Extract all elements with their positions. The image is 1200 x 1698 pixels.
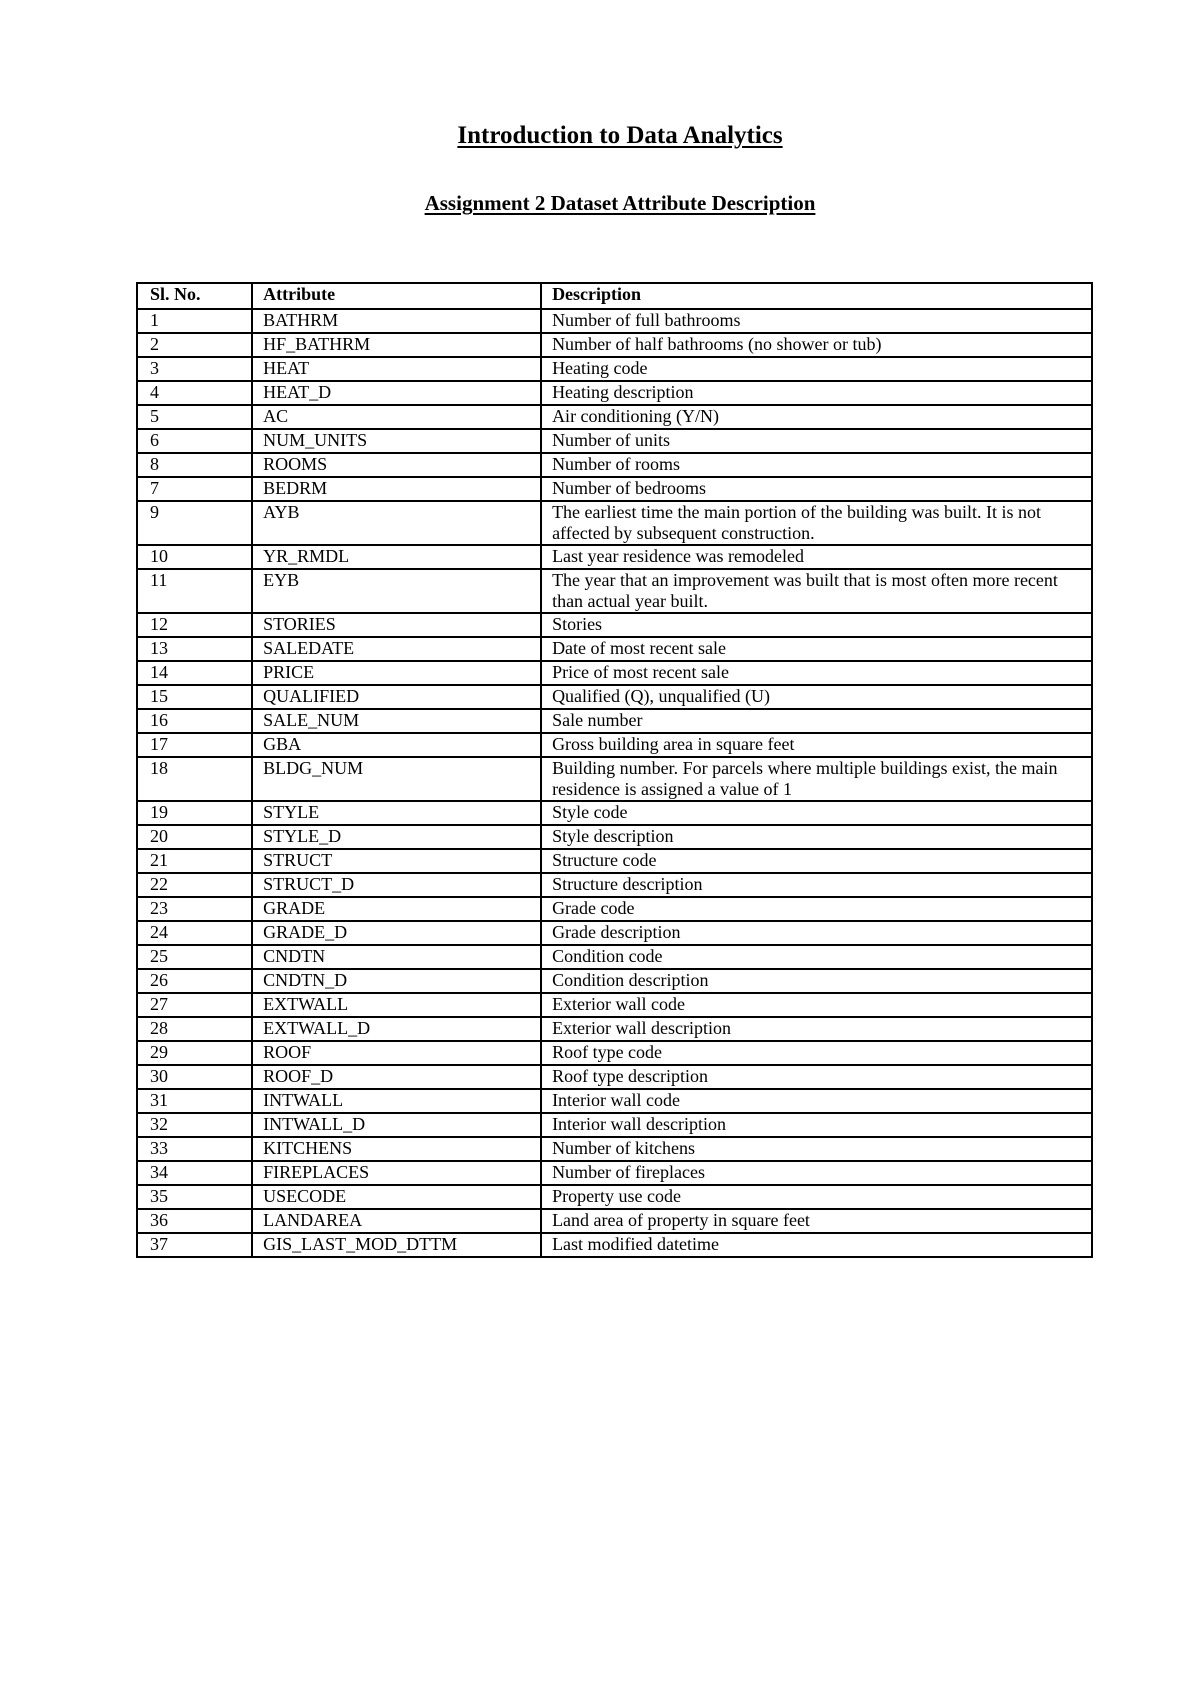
row-description: Last modified datetime (541, 1233, 1092, 1257)
row-attribute: CNDTN_D (252, 969, 541, 993)
row-sl-no: 30 (137, 1065, 252, 1089)
row-sl-no: 13 (137, 637, 252, 661)
row-description: The year that an improvement was built that is most often more recent than actual year built. (541, 569, 1092, 613)
row-description: Exterior wall description (541, 1017, 1092, 1041)
row-attribute: HF_BATHRM (252, 333, 541, 357)
row-sl-no: 35 (137, 1185, 252, 1209)
row-description: Heating description (541, 381, 1092, 405)
row-attribute: BEDRM (252, 477, 541, 501)
table-row (137, 825, 1092, 849)
row-sl-no: 33 (137, 1137, 252, 1161)
table-row (137, 501, 1092, 545)
table-row (137, 801, 1092, 825)
row-sl-no: 21 (137, 849, 252, 873)
row-description: Property use code (541, 1185, 1092, 1209)
row-description: Grade description (541, 921, 1092, 945)
row-sl-no: 11 (137, 569, 252, 613)
row-sl-no: 31 (137, 1089, 252, 1113)
row-attribute: AYB (252, 501, 541, 545)
table-row (137, 685, 1092, 709)
row-sl-no: 32 (137, 1113, 252, 1137)
table-row (137, 453, 1092, 477)
row-attribute: ROOF_D (252, 1065, 541, 1089)
table-row (137, 1113, 1092, 1137)
table-header-row (137, 283, 1092, 309)
row-sl-no: 17 (137, 733, 252, 757)
row-attribute: GBA (252, 733, 541, 757)
row-attribute: GIS_LAST_MOD_DTTM (252, 1233, 541, 1257)
row-sl-no: 1 (137, 309, 252, 333)
row-description: Exterior wall code (541, 993, 1092, 1017)
table-row (137, 477, 1092, 501)
row-description: The earliest time the main portion of the building was built. It is not affected by subsequent construction. (541, 501, 1092, 545)
table-row (137, 1161, 1092, 1185)
table-row (137, 613, 1092, 637)
table-row (137, 993, 1092, 1017)
row-sl-no: 6 (137, 429, 252, 453)
row-attribute: FIREPLACES (252, 1161, 541, 1185)
row-attribute: BATHRM (252, 309, 541, 333)
document-title: Introduction to Data Analytics (457, 122, 783, 149)
row-description: Interior wall code (541, 1089, 1092, 1113)
table-row (137, 1017, 1092, 1041)
row-sl-no: 4 (137, 381, 252, 405)
table-row (137, 569, 1092, 613)
row-attribute: EXTWALL_D (252, 1017, 541, 1041)
row-attribute: STRUCT (252, 849, 541, 873)
row-sl-no: 3 (137, 357, 252, 381)
row-attribute: STYLE (252, 801, 541, 825)
table-row (137, 429, 1092, 453)
row-description: Number of bedrooms (541, 477, 1092, 501)
row-sl-no: 34 (137, 1161, 252, 1185)
row-description: Number of kitchens (541, 1137, 1092, 1161)
row-description: Number of half bathrooms (no shower or tub) (541, 333, 1092, 357)
row-attribute: INTWALL_D (252, 1113, 541, 1137)
row-description: Stories (541, 613, 1092, 637)
row-description: Last year residence was remodeled (541, 545, 1092, 569)
row-sl-no: 7 (137, 477, 252, 501)
table-body (137, 309, 1092, 1257)
table-row (137, 897, 1092, 921)
row-description: Style code (541, 801, 1092, 825)
table-row (137, 545, 1092, 569)
row-description: Heating code (541, 357, 1092, 381)
row-sl-no: 24 (137, 921, 252, 945)
row-attribute: SALEDATE (252, 637, 541, 661)
row-description: Grade code (541, 897, 1092, 921)
row-sl-no: 15 (137, 685, 252, 709)
row-attribute: AC (252, 405, 541, 429)
table-row (137, 381, 1092, 405)
row-sl-no: 12 (137, 613, 252, 637)
row-attribute: ROOF (252, 1041, 541, 1065)
row-sl-no: 36 (137, 1209, 252, 1233)
table-row (137, 333, 1092, 357)
row-sl-no: 26 (137, 969, 252, 993)
row-description: Air conditioning (Y/N) (541, 405, 1092, 429)
row-attribute: GRADE (252, 897, 541, 921)
header-description: Description (541, 283, 1092, 309)
row-sl-no: 25 (137, 945, 252, 969)
row-sl-no: 23 (137, 897, 252, 921)
row-attribute: EYB (252, 569, 541, 613)
row-description: Date of most recent sale (541, 637, 1092, 661)
row-sl-no: 27 (137, 993, 252, 1017)
row-attribute: GRADE_D (252, 921, 541, 945)
row-description: Land area of property in square feet (541, 1209, 1092, 1233)
row-attribute: NUM_UNITS (252, 429, 541, 453)
row-sl-no: 37 (137, 1233, 252, 1257)
row-description: Qualified (Q), unqualified (U) (541, 685, 1092, 709)
table-row (137, 309, 1092, 333)
row-description: Condition code (541, 945, 1092, 969)
table-row (137, 921, 1092, 945)
table-row (137, 873, 1092, 897)
table-row (137, 661, 1092, 685)
row-attribute: ROOMS (252, 453, 541, 477)
row-attribute: QUALIFIED (252, 685, 541, 709)
table-row (137, 849, 1092, 873)
row-attribute: CNDTN (252, 945, 541, 969)
table-row (137, 637, 1092, 661)
row-description: Condition description (541, 969, 1092, 993)
row-sl-no: 2 (137, 333, 252, 357)
row-description: Structure code (541, 849, 1092, 873)
row-sl-no: 28 (137, 1017, 252, 1041)
row-attribute: HEAT_D (252, 381, 541, 405)
row-attribute: EXTWALL (252, 993, 541, 1017)
row-sl-no: 20 (137, 825, 252, 849)
row-sl-no: 29 (137, 1041, 252, 1065)
document-subtitle: Assignment 2 Dataset Attribute Description (424, 191, 816, 215)
row-description: Style description (541, 825, 1092, 849)
row-sl-no: 9 (137, 501, 252, 545)
header-attribute: Attribute (252, 283, 541, 309)
row-attribute: INTWALL (252, 1089, 541, 1113)
row-description: Sale number (541, 709, 1092, 733)
table-row (137, 1185, 1092, 1209)
row-attribute: PRICE (252, 661, 541, 685)
row-sl-no: 18 (137, 757, 252, 801)
row-sl-no: 19 (137, 801, 252, 825)
row-sl-no: 5 (137, 405, 252, 429)
row-description: Gross building area in square feet (541, 733, 1092, 757)
row-description: Number of units (541, 429, 1092, 453)
row-attribute: STYLE_D (252, 825, 541, 849)
row-description: Interior wall description (541, 1113, 1092, 1137)
header-sl-no: Sl. No. (137, 283, 252, 309)
row-attribute: STRUCT_D (252, 873, 541, 897)
row-sl-no: 10 (137, 545, 252, 569)
row-attribute: KITCHENS (252, 1137, 541, 1161)
row-attribute: YR_RMDL (252, 545, 541, 569)
row-sl-no: 22 (137, 873, 252, 897)
table-row (137, 405, 1092, 429)
table-row (137, 733, 1092, 757)
row-attribute: SALE_NUM (252, 709, 541, 733)
row-attribute: BLDG_NUM (252, 757, 541, 801)
table-row (137, 1233, 1092, 1257)
row-attribute: LANDAREA (252, 1209, 541, 1233)
table-row (137, 1041, 1092, 1065)
row-description: Price of most recent sale (541, 661, 1092, 685)
row-description: Roof type description (541, 1065, 1092, 1089)
row-description: Building number. For parcels where multiple buildings exist, the main residence is assigned a value of 1 (541, 757, 1092, 801)
attribute-table (136, 282, 1093, 1258)
table-row (137, 757, 1092, 801)
row-sl-no: 8 (137, 453, 252, 477)
table-row (137, 1065, 1092, 1089)
table-row (137, 1089, 1092, 1113)
row-attribute: USECODE (252, 1185, 541, 1209)
row-description: Structure description (541, 873, 1092, 897)
table-row (137, 357, 1092, 381)
row-description: Number of fireplaces (541, 1161, 1092, 1185)
row-sl-no: 14 (137, 661, 252, 685)
row-attribute: STORIES (252, 613, 541, 637)
row-sl-no: 16 (137, 709, 252, 733)
row-description: Number of full bathrooms (541, 309, 1092, 333)
row-attribute: HEAT (252, 357, 541, 381)
table-row (137, 1137, 1092, 1161)
table-row (137, 709, 1092, 733)
row-description: Roof type code (541, 1041, 1092, 1065)
row-description: Number of rooms (541, 453, 1092, 477)
table-row (137, 1209, 1092, 1233)
table-row (137, 945, 1092, 969)
table-row (137, 969, 1092, 993)
